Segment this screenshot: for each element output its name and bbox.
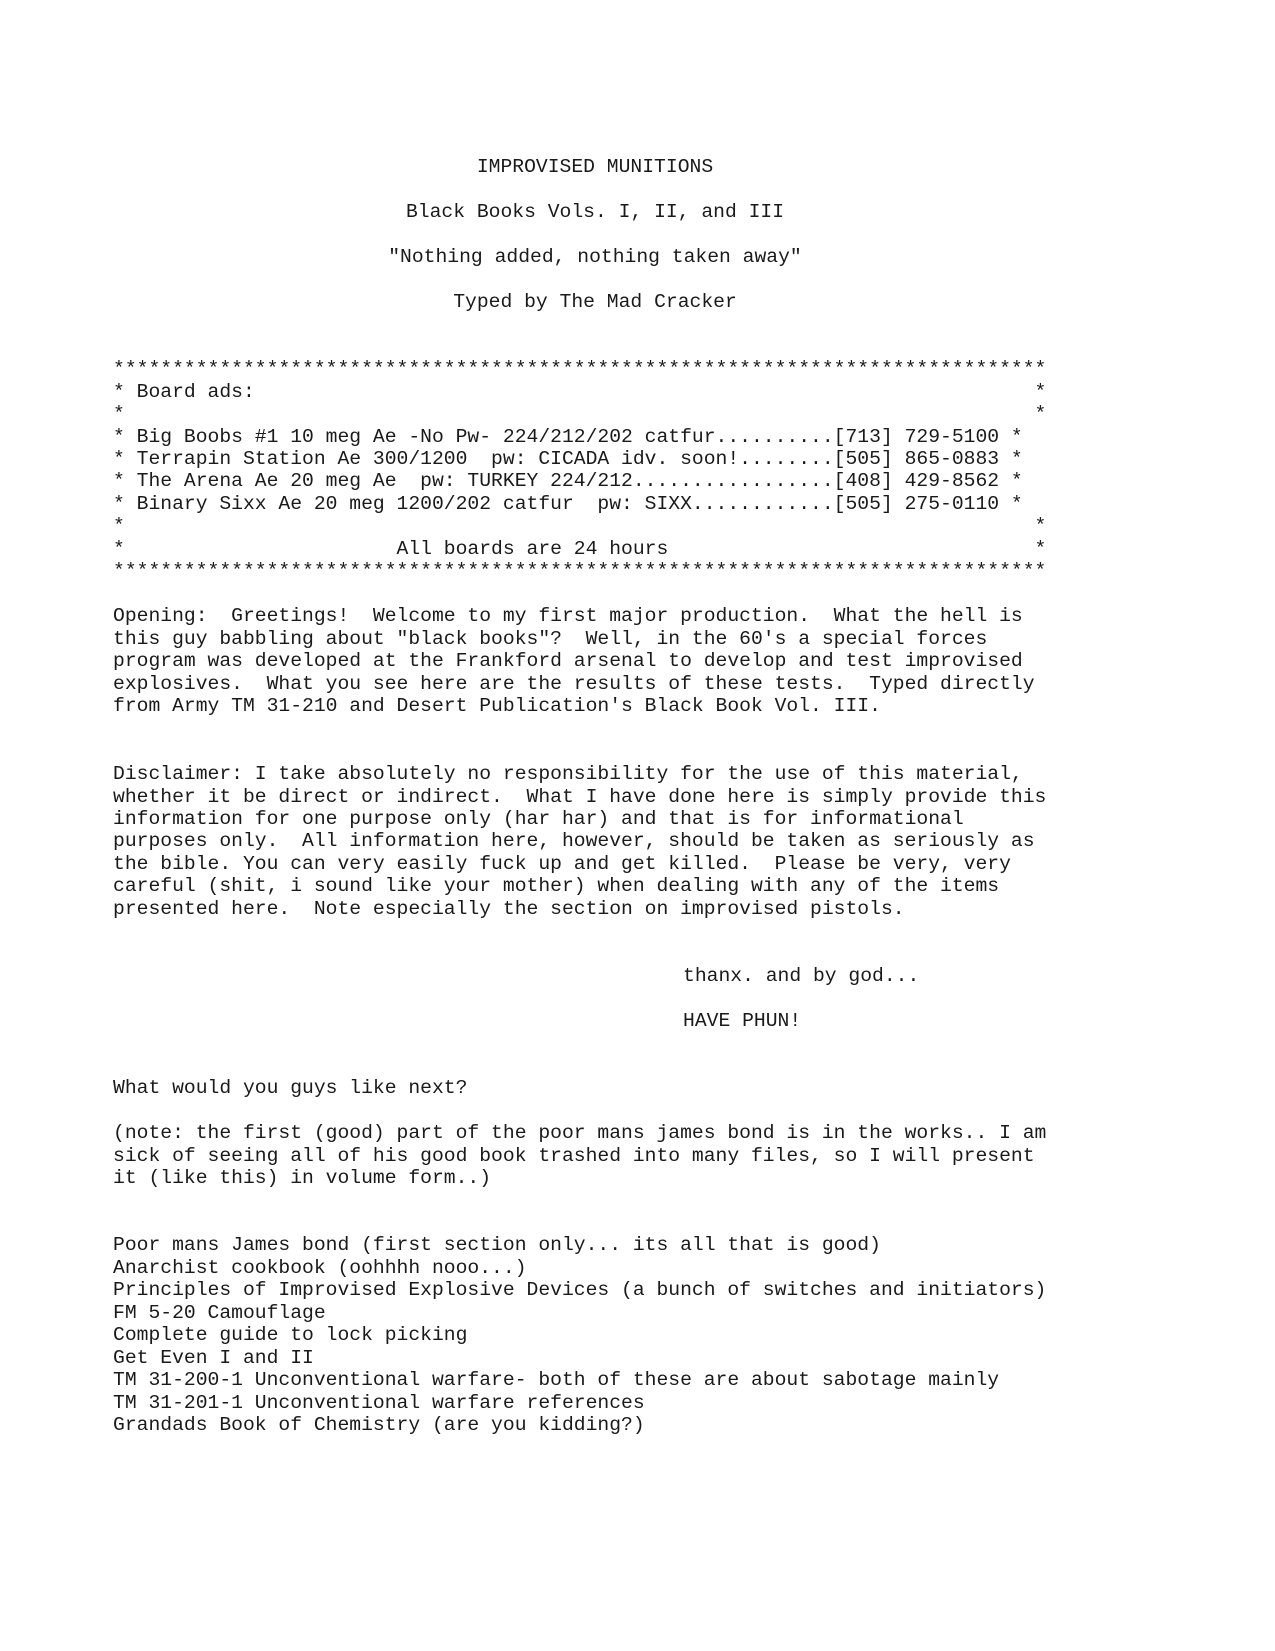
list-item: FM 5-20 Camouflage (113, 1302, 326, 1324)
document-credit: Typed by The Mad Cracker (453, 291, 737, 313)
list-item: Principles of Improvised Explosive Devices (a bunch of switches and initiators) (113, 1279, 1047, 1301)
box-border-bottom: ******************************************************************************* (113, 560, 1047, 582)
list-item: TM 31-201-1 Unconventional warfare references (113, 1392, 645, 1414)
paragraph-line: (note: the first (good) part of the poor mans james bond is in the works.. I am (113, 1122, 1047, 1144)
box-line: * All boards are 24 hours * (113, 538, 1047, 560)
document-subtitle: Black Books Vols. I, II, and III (405, 201, 785, 223)
list-item: Anarchist cookbook (oohhhh nooo...) (113, 1257, 527, 1279)
board-ad-line: * Terrapin Station Ae 300/1200 pw: CICADA idv. soon!........[505] 865-0883 * (113, 448, 1023, 470)
box-line: * * (113, 403, 1047, 425)
signoff-line: HAVE PHUN! (683, 1010, 802, 1032)
board-ad-line: * Big Boobs #1 10 meg Ae -No Pw- 224/212/202 catfur..........[713] 729-5100 * (113, 426, 1023, 448)
paragraph-line: this guy babbling about "black books"? Well, in the 60's a special forces (113, 628, 988, 650)
list-item: Poor mans James bond (first section only... its all that is good) (113, 1234, 881, 1256)
paragraph-line: the bible. You can very easily fuck up and get killed. Please be very, very (113, 853, 1011, 875)
paragraph-line: program was developed at the Frankford arsenal to develop and test improvised (113, 650, 1023, 672)
box-line: * Board ads: * (113, 381, 1047, 403)
paragraph-line: Opening: Greetings! Welcome to my first major production. What the hell is (113, 605, 1023, 627)
list-item: Grandads Book of Chemistry (are you kidding?) (113, 1414, 645, 1436)
box-line: * * (113, 515, 1047, 537)
paragraph-line: from Army TM 31-210 and Desert Publication's Black Book Vol. III. (113, 695, 881, 717)
list-item: Complete guide to lock picking (113, 1324, 468, 1346)
paragraph-line: purposes only. All information here, however, should be taken as seriously as (113, 830, 1035, 852)
board-ad-line: * The Arena Ae 20 meg Ae pw: TURKEY 224/212.................[408] 429-8562 * (113, 470, 1023, 492)
document-title: IMPROVISED MUNITIONS (476, 156, 714, 178)
paragraph-line: whether it be direct or indirect. What I have done here is simply provide this (113, 786, 1047, 808)
paragraph-line: presented here. Note especially the section on improvised pistols. (113, 898, 905, 920)
list-item: Get Even I and II (113, 1347, 314, 1369)
box-border-top: ******************************************************************************* (113, 358, 1047, 380)
signoff-line: thanx. and by god... (683, 965, 920, 987)
paragraph-line: it (like this) in volume form..) (113, 1167, 492, 1189)
paragraph-line: explosives. What you see here are the results of these tests. Typed directly (113, 673, 1035, 695)
paragraph-line: Disclaimer: I take absolutely no responsibility for the use of this material, (113, 763, 1023, 785)
paragraph-line: sick of seeing all of his good book trashed into many files, so I will present (113, 1145, 1035, 1167)
next-question: What would you guys like next? (113, 1077, 468, 1099)
paragraph-line: information for one purpose only (har har) and that is for informational (113, 808, 964, 830)
list-item: TM 31-200-1 Unconventional warfare- both of these are about sabotage mainly (113, 1369, 1000, 1391)
document-tagline: "Nothing added, nothing taken away" (388, 246, 802, 268)
paragraph-line: careful (shit, i sound like your mother) when dealing with any of the items (113, 875, 1000, 897)
board-ad-line: * Binary Sixx Ae 20 meg 1200/202 catfur pw: SIXX............[505] 275-0110 * (113, 493, 1023, 515)
